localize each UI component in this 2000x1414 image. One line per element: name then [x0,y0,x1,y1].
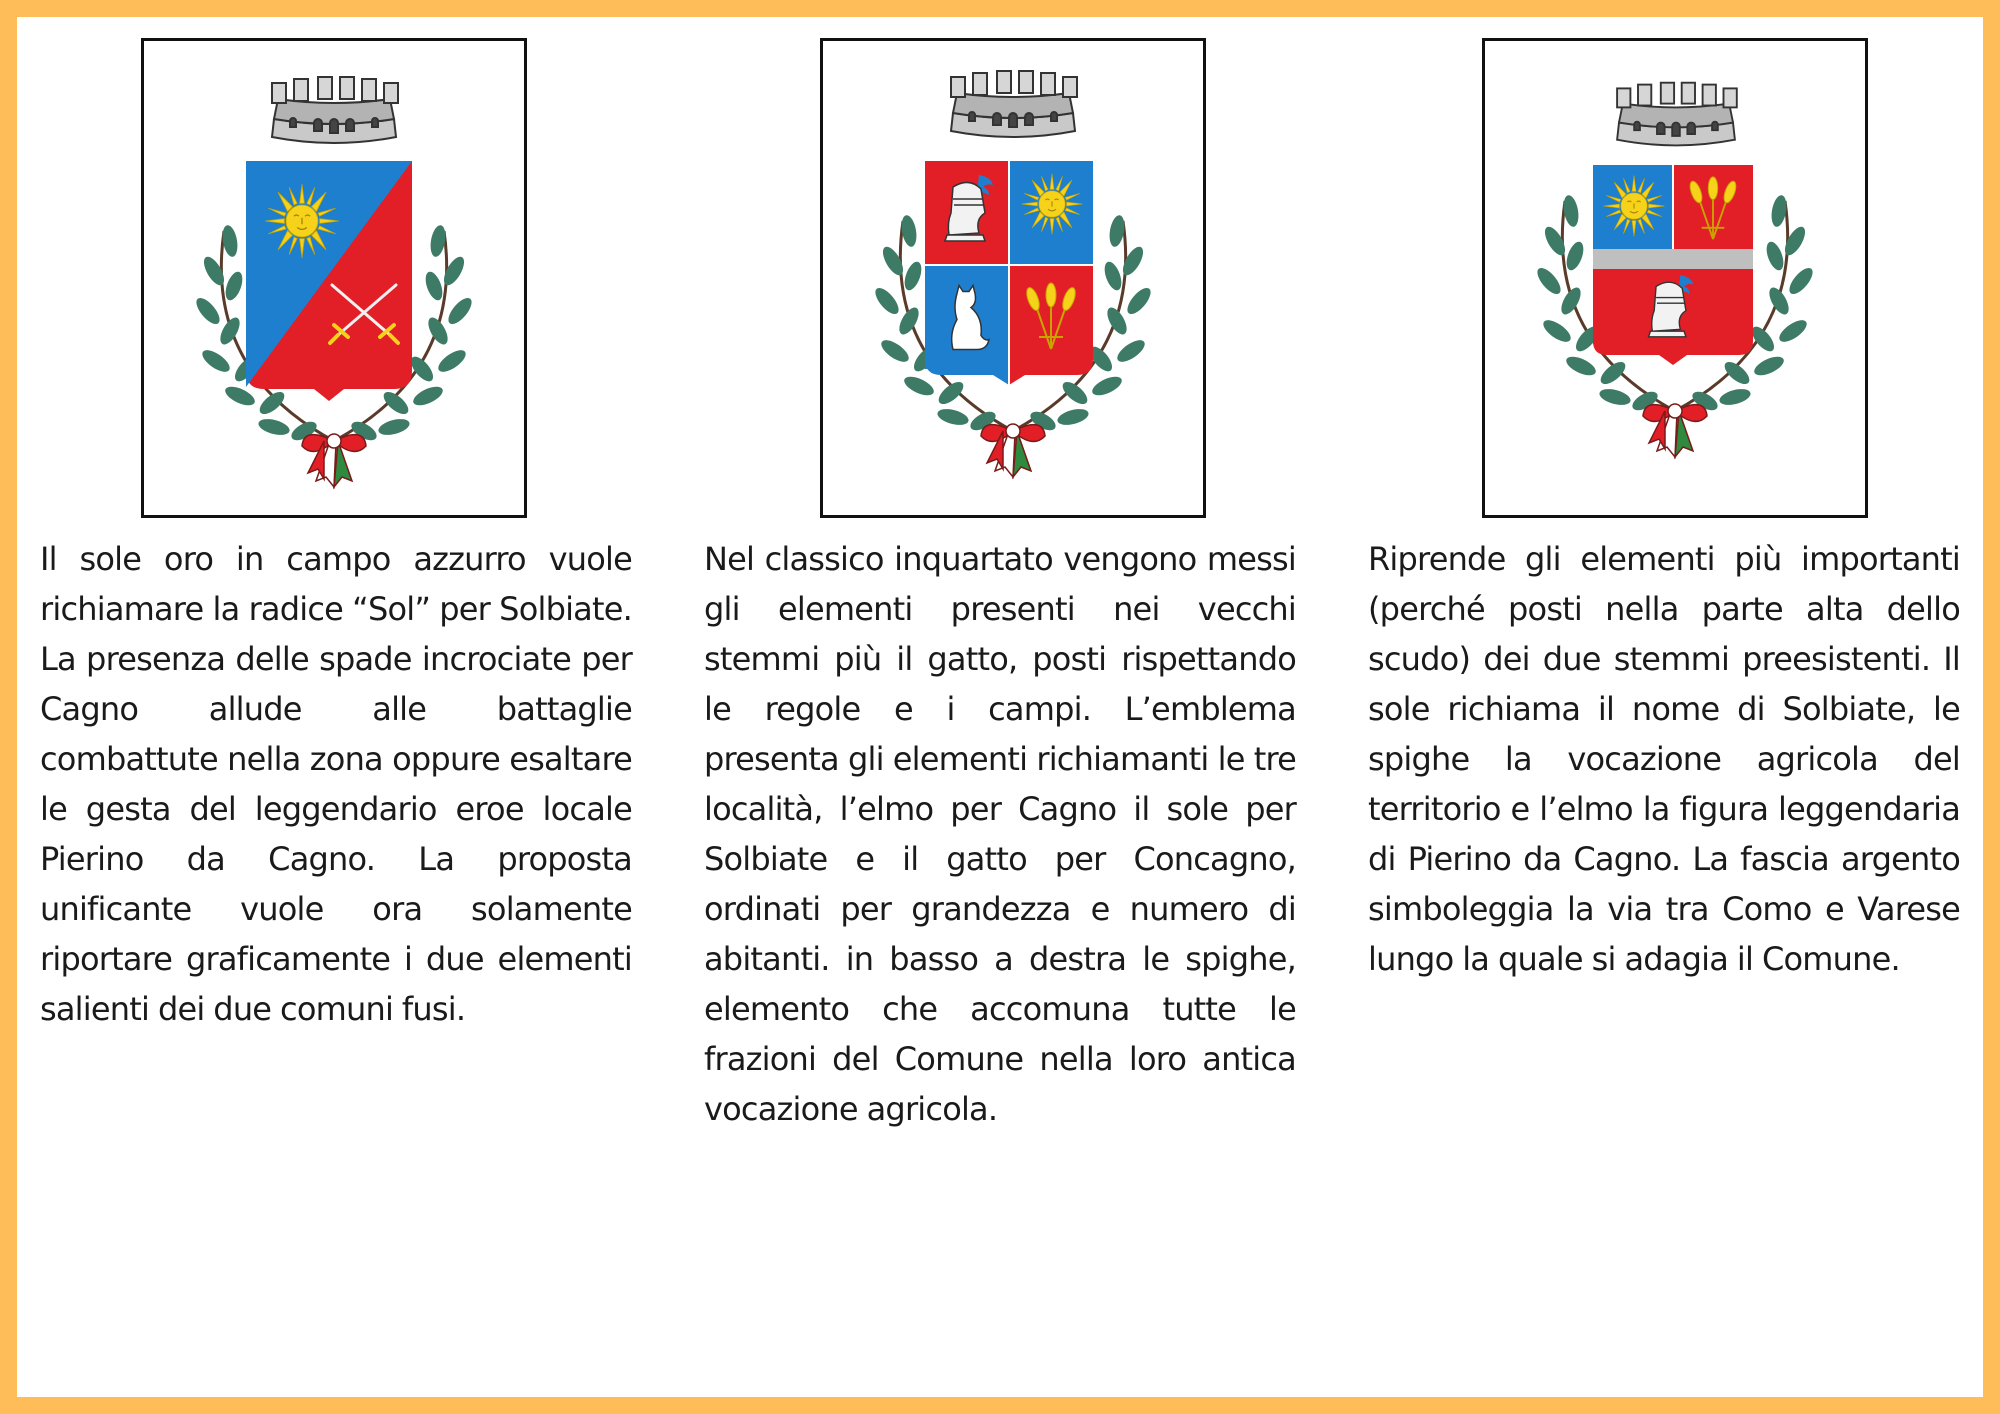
emblem-frame-2 [820,38,1206,518]
coat-of-arms-1 [144,41,524,515]
emblem-description-2: Nel classico inquartato vengono messi gli elementi presenti nei vecchi stemmi più il gatto, posti rispettando le regole e i campi. L’emblema presenta gli elementi richiamanti le tre località, l’elmo per Cagno il sole per Solbiate e il gatto per Concagno, ordinati per grandezza e numero di abitanti. in basso a destra le spighe, elemento che accomuna tutte le frazioni del Comune nella loro antica vocazione agricola. [704,540,1296,1128]
coat-of-arms-3 [1485,41,1865,515]
emblem-frame-1 [141,38,527,518]
emblem-description-1: Il sole oro in campo azzurro vuole richiamare la radice “Sol” per Solbiate. La presenza delle spade incrociate per Cagno allude alle battaglie combattute nella zona oppure esaltare le gesta del leggendario eroe locale Pierino da Cagno. La proposta unificante vuole ora solamente riportare graficamente i due elementi salienti dei due comuni fusi. [40,540,632,1028]
emblem-description-3: Riprende gli elementi più importanti (perché posti nella parte alta dello scudo) dei due stemmi preesistenti. Il sole richiama il nome di Solbiate, le spighe la vocazione agricola del territorio e l’elmo la figura leggendaria di Pierino da Cagno. La fascia argento simboleggia la via tra Como e Varese lungo la quale si adagia il Comune. [1368,540,1960,978]
emblem-frame-3 [1482,38,1868,518]
coat-of-arms-2 [823,41,1203,515]
